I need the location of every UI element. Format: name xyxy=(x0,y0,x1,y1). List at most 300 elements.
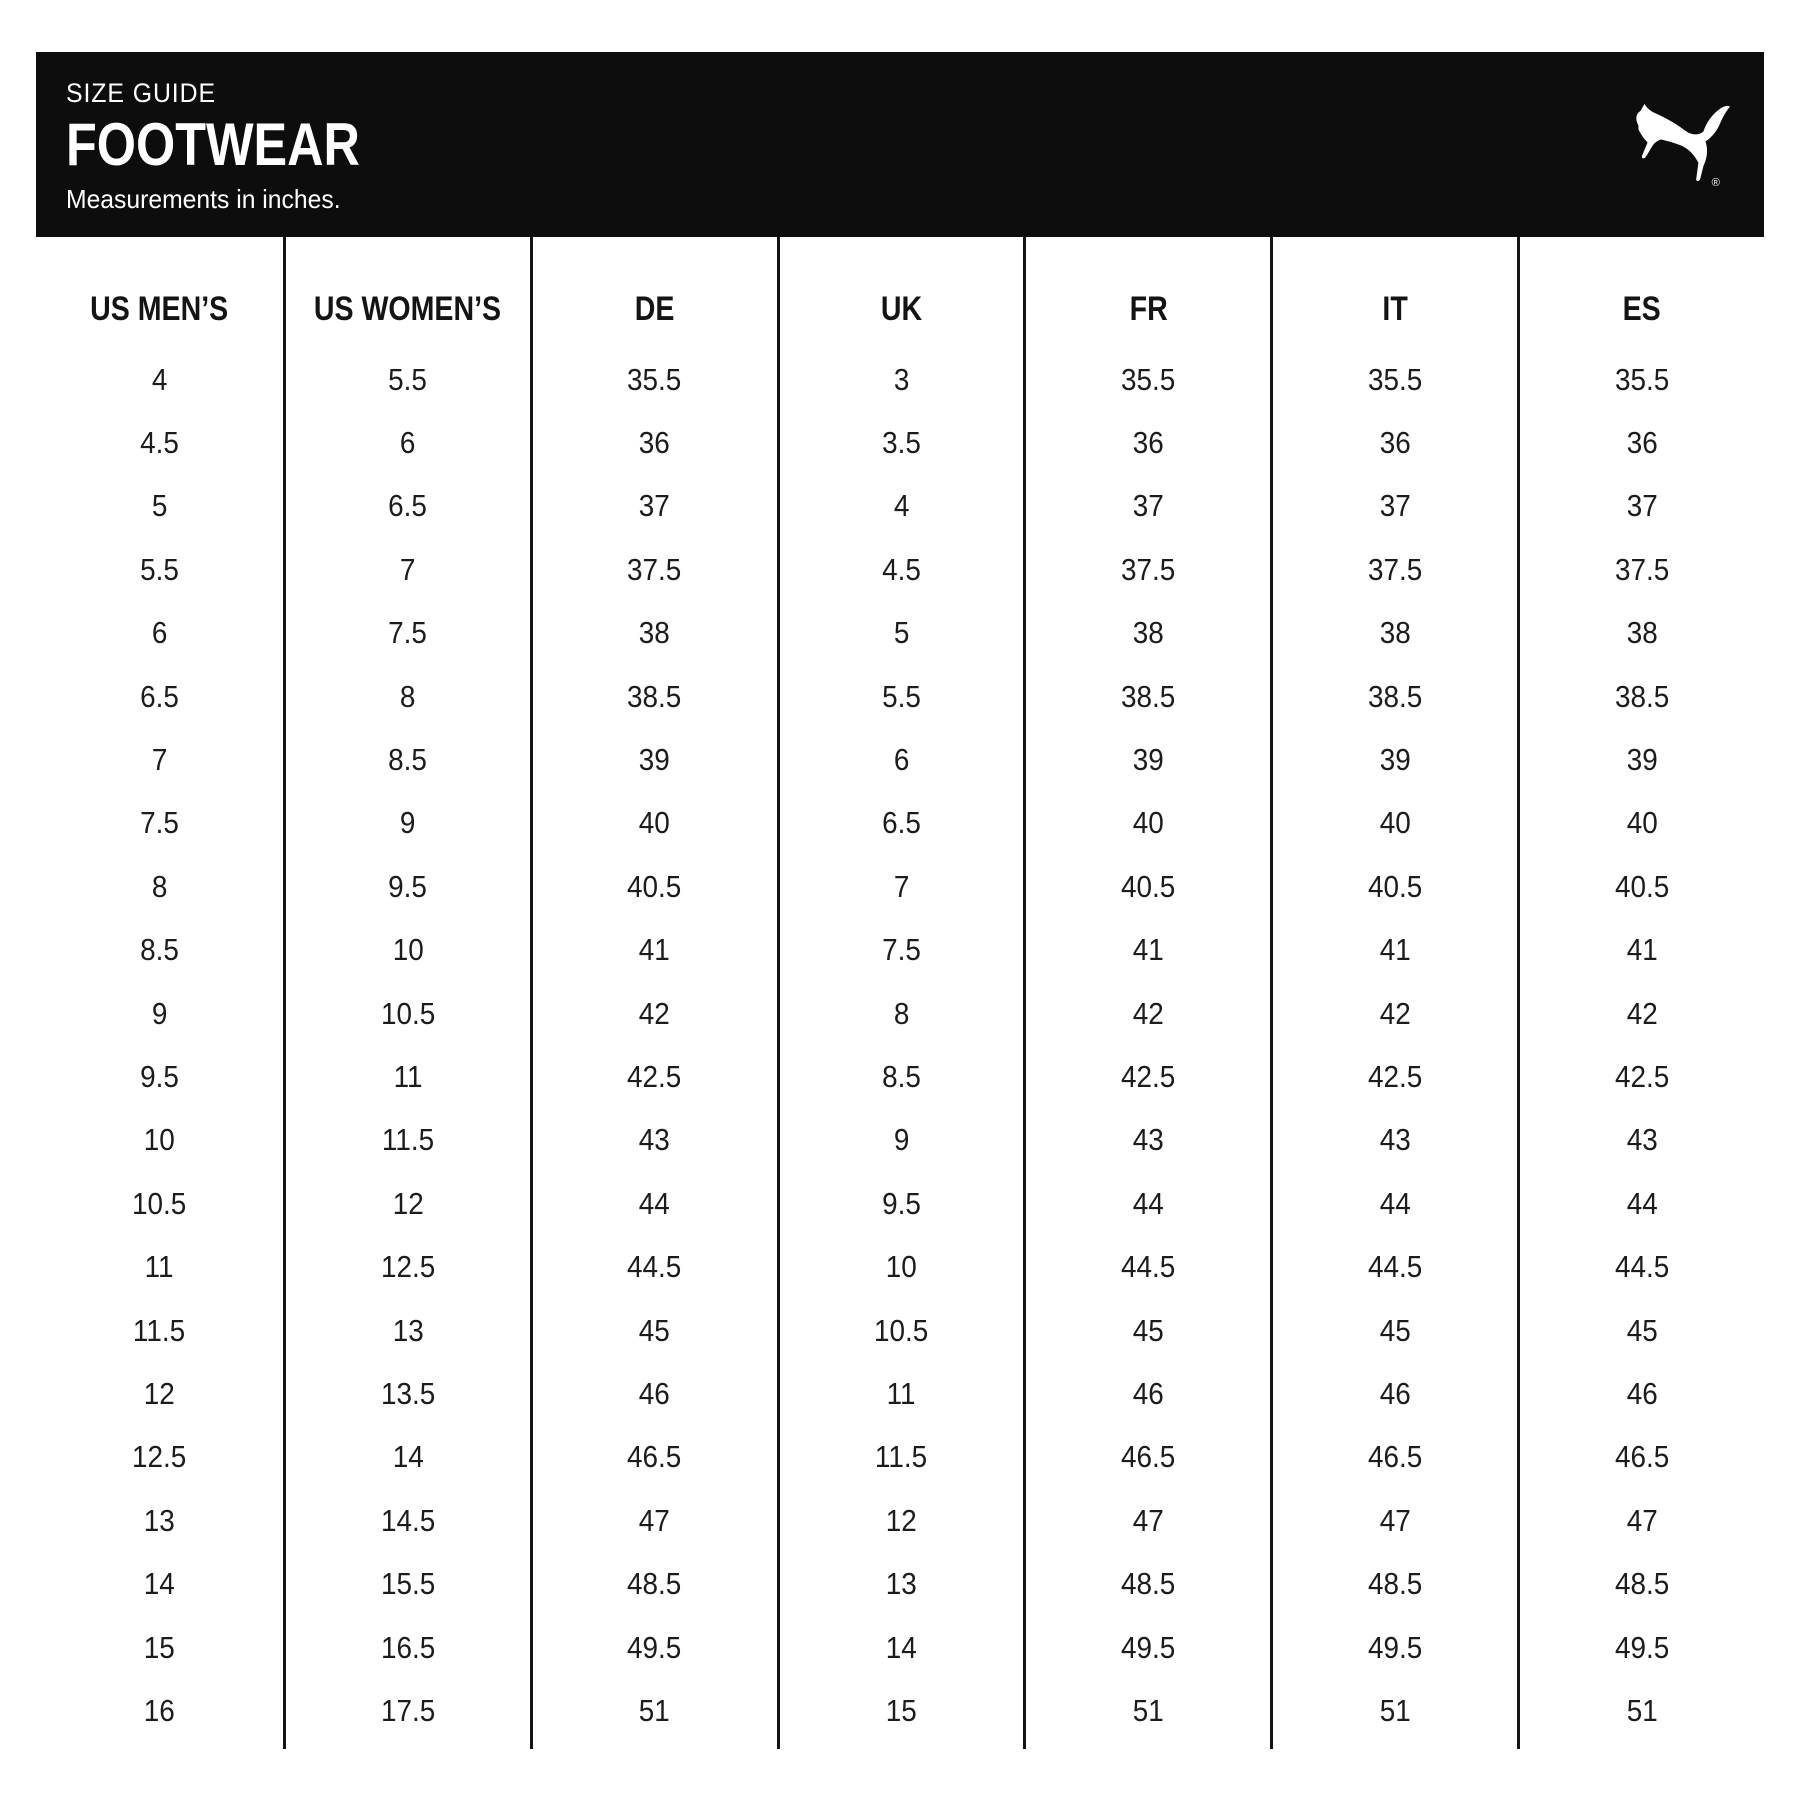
size-value: 11.5 xyxy=(381,1122,434,1158)
size-cell xyxy=(533,1045,777,1108)
size-value: 7.5 xyxy=(882,932,921,968)
size-cell xyxy=(36,411,283,474)
size-cell xyxy=(533,792,777,855)
size-value: 5 xyxy=(151,488,168,524)
size-cell xyxy=(1273,1172,1517,1235)
size-value: 11 xyxy=(144,1249,174,1285)
size-cell xyxy=(36,1235,283,1298)
size-cell xyxy=(780,1045,1024,1108)
size-cell xyxy=(1026,1616,1270,1679)
size-cell xyxy=(533,665,777,728)
size-value: 45 xyxy=(639,1312,671,1348)
size-value: 41 xyxy=(639,932,671,968)
size-value: 6.5 xyxy=(388,488,428,524)
column-header-label: DE xyxy=(634,290,675,328)
size-value: 14 xyxy=(885,1629,918,1665)
size-value: 36 xyxy=(1132,425,1164,461)
size-cell xyxy=(1273,1362,1517,1425)
size-cell xyxy=(36,1426,283,1489)
size-value: 39 xyxy=(1132,742,1164,778)
size-cell xyxy=(780,855,1024,918)
size-cell xyxy=(780,728,1024,791)
size-value: 44 xyxy=(1132,1185,1164,1221)
size-cell xyxy=(1273,1426,1517,1489)
size-value: 15 xyxy=(885,1692,918,1728)
size-value: 44 xyxy=(639,1185,671,1221)
size-value: 11.5 xyxy=(875,1439,928,1475)
size-cell xyxy=(286,1235,530,1298)
size-value: 5.5 xyxy=(140,551,179,587)
size-cell xyxy=(780,1299,1024,1362)
size-cell xyxy=(1026,665,1270,728)
size-value: 3 xyxy=(893,361,910,397)
size-value: 44 xyxy=(1626,1185,1658,1221)
size-cell xyxy=(1026,1299,1270,1362)
column-it xyxy=(1270,237,1517,1749)
size-cell xyxy=(1520,1235,1764,1298)
size-value: 6 xyxy=(893,742,910,778)
size-cell xyxy=(533,919,777,982)
size-cell xyxy=(286,1109,530,1172)
size-value: 41 xyxy=(1626,932,1658,968)
size-cell xyxy=(1520,665,1764,728)
size-cell xyxy=(36,919,283,982)
size-cell xyxy=(533,1299,777,1362)
size-cell xyxy=(1026,348,1270,411)
size-value: 37 xyxy=(1132,488,1164,524)
size-value: 44 xyxy=(1379,1185,1411,1221)
size-value: 10 xyxy=(143,1122,175,1158)
size-cell xyxy=(1273,1045,1517,1108)
size-cell xyxy=(780,602,1024,665)
size-cell xyxy=(1026,855,1270,918)
size-value: 8.5 xyxy=(388,742,428,778)
size-cell xyxy=(533,1172,777,1235)
size-value: 49.5 xyxy=(1368,1629,1423,1665)
size-value: 40.5 xyxy=(627,868,682,904)
size-value: 35.5 xyxy=(627,361,682,397)
size-value: 5.5 xyxy=(882,678,921,714)
size-cell xyxy=(36,348,283,411)
size-cell xyxy=(1520,1616,1764,1679)
size-value: 42.5 xyxy=(1614,1058,1670,1094)
size-cell xyxy=(286,792,530,855)
registered-trademark-icon: ® xyxy=(1711,177,1720,190)
size-value: 8 xyxy=(151,868,168,904)
size-value: 38.5 xyxy=(1614,678,1670,714)
size-value: 46.5 xyxy=(1614,1439,1670,1475)
size-value: 4 xyxy=(893,488,910,524)
size-cell xyxy=(780,919,1024,982)
size-cell xyxy=(533,1362,777,1425)
size-cell xyxy=(286,665,530,728)
size-cell xyxy=(533,348,777,411)
size-cell xyxy=(1026,538,1270,601)
column-header xyxy=(1273,237,1517,348)
size-value: 8.5 xyxy=(882,1058,921,1094)
size-table xyxy=(36,237,1764,1749)
size-value: 14 xyxy=(392,1439,424,1475)
size-value: 37.5 xyxy=(1368,551,1423,587)
size-value: 38.5 xyxy=(1121,678,1176,714)
size-value: 47 xyxy=(1379,1502,1411,1538)
size-value: 16 xyxy=(143,1692,175,1728)
size-value: 8.5 xyxy=(140,932,179,968)
size-cell xyxy=(286,411,530,474)
size-value: 9.5 xyxy=(140,1058,179,1094)
size-cell xyxy=(1026,728,1270,791)
size-value: 42.5 xyxy=(1121,1058,1176,1094)
size-value: 5 xyxy=(893,615,910,651)
size-cell xyxy=(1520,538,1764,601)
size-cell xyxy=(1520,348,1764,411)
size-value: 37 xyxy=(1379,488,1411,524)
size-cell xyxy=(1026,1045,1270,1108)
size-value: 44.5 xyxy=(1368,1249,1423,1285)
size-value: 49.5 xyxy=(1121,1629,1176,1665)
size-value: 4.5 xyxy=(882,551,921,587)
size-value: 9 xyxy=(400,805,416,841)
size-cell xyxy=(286,1426,530,1489)
size-value: 6.5 xyxy=(140,678,179,714)
size-value: 8 xyxy=(893,995,910,1031)
size-cell xyxy=(36,602,283,665)
column-header-label: IT xyxy=(1382,290,1408,328)
size-value: 12.5 xyxy=(380,1249,435,1285)
size-value: 7 xyxy=(151,742,168,778)
size-cell xyxy=(780,475,1024,538)
column-header xyxy=(780,237,1024,348)
size-cell xyxy=(1273,982,1517,1045)
size-cell xyxy=(1273,1616,1517,1679)
column-header-label: US WOMEN’S xyxy=(314,290,502,328)
size-cell xyxy=(1520,1299,1764,1362)
size-value: 13.5 xyxy=(380,1375,435,1411)
size-cell xyxy=(1026,475,1270,538)
size-cell xyxy=(1520,475,1764,538)
size-cell xyxy=(780,1489,1024,1552)
size-cell xyxy=(533,1552,777,1615)
size-cell xyxy=(1026,919,1270,982)
size-cell xyxy=(533,1235,777,1298)
size-cell xyxy=(36,1109,283,1172)
column-header xyxy=(286,237,530,348)
size-cell xyxy=(1026,982,1270,1045)
size-value: 40.5 xyxy=(1121,868,1176,904)
size-value: 36 xyxy=(1626,425,1658,461)
size-cell xyxy=(1026,1489,1270,1552)
size-value: 41 xyxy=(1132,932,1164,968)
size-cell xyxy=(780,538,1024,601)
size-cell xyxy=(1520,602,1764,665)
size-value: 49.5 xyxy=(627,1629,682,1665)
size-cell xyxy=(1026,411,1270,474)
size-cell xyxy=(533,1489,777,1552)
size-cell xyxy=(780,1552,1024,1615)
size-cell xyxy=(286,1045,530,1108)
size-cell xyxy=(1026,1362,1270,1425)
size-cell xyxy=(1520,1172,1764,1235)
size-cell xyxy=(1026,602,1270,665)
size-value: 7.5 xyxy=(140,805,179,841)
size-value: 35.5 xyxy=(1368,361,1423,397)
size-cell xyxy=(780,1109,1024,1172)
size-cell xyxy=(780,1426,1024,1489)
size-cell xyxy=(286,728,530,791)
size-cell xyxy=(780,1679,1024,1742)
size-value: 37.5 xyxy=(627,551,682,587)
size-value: 45 xyxy=(1132,1312,1164,1348)
size-cell xyxy=(1273,475,1517,538)
size-cell xyxy=(286,475,530,538)
size-cell xyxy=(1520,1109,1764,1172)
size-cell xyxy=(286,348,530,411)
size-value: 42.5 xyxy=(627,1058,682,1094)
size-cell xyxy=(1273,1109,1517,1172)
size-cell xyxy=(1026,1426,1270,1489)
size-value: 42 xyxy=(1379,995,1411,1031)
size-cell xyxy=(533,728,777,791)
size-cell xyxy=(533,982,777,1045)
size-cell xyxy=(1520,1045,1764,1108)
size-value: 38.5 xyxy=(627,678,682,714)
size-cell xyxy=(1273,919,1517,982)
size-value: 37.5 xyxy=(1614,551,1670,587)
size-cell xyxy=(533,855,777,918)
size-cell xyxy=(286,1679,530,1742)
size-value: 46 xyxy=(1379,1375,1411,1411)
size-value: 5.5 xyxy=(388,361,428,397)
size-cell xyxy=(1520,792,1764,855)
size-value: 41 xyxy=(1379,932,1411,968)
size-value: 51 xyxy=(1626,1692,1658,1728)
column-fr xyxy=(1023,237,1270,1749)
size-cell xyxy=(36,475,283,538)
size-guide-label: SIZE GUIDE xyxy=(66,78,216,108)
size-cell xyxy=(1520,855,1764,918)
size-cell xyxy=(1520,1426,1764,1489)
size-value: 39 xyxy=(639,742,671,778)
size-cell xyxy=(1520,1679,1764,1742)
size-cell xyxy=(286,855,530,918)
size-cell xyxy=(1026,792,1270,855)
size-cell xyxy=(1273,792,1517,855)
size-cell xyxy=(1273,1679,1517,1742)
column-header xyxy=(36,237,283,348)
size-cell xyxy=(36,1045,283,1108)
size-cell xyxy=(286,1489,530,1552)
size-cell xyxy=(1520,919,1764,982)
size-value: 7 xyxy=(893,868,910,904)
size-cell xyxy=(286,1299,530,1362)
size-value: 7.5 xyxy=(388,615,428,651)
size-cell xyxy=(533,1616,777,1679)
size-cell xyxy=(780,982,1024,1045)
measurement-note: Measurements in inches. xyxy=(66,184,341,215)
size-value: 36 xyxy=(639,425,671,461)
column-header-label: ES xyxy=(1623,290,1662,328)
puma-cat-logo xyxy=(1614,86,1736,198)
size-cell xyxy=(1273,665,1517,728)
size-value: 38 xyxy=(1379,615,1411,651)
size-cell xyxy=(1520,1362,1764,1425)
size-value: 46.5 xyxy=(1121,1439,1176,1475)
size-value: 42 xyxy=(1626,995,1658,1031)
size-cell xyxy=(36,665,283,728)
size-cell xyxy=(780,411,1024,474)
size-cell xyxy=(1520,982,1764,1045)
size-value: 39 xyxy=(1626,742,1658,778)
size-cell xyxy=(533,1679,777,1742)
size-value: 13 xyxy=(885,1566,918,1602)
size-value: 10.5 xyxy=(132,1185,187,1221)
size-value: 4 xyxy=(151,361,168,397)
size-value: 48.5 xyxy=(1614,1566,1670,1602)
size-cell xyxy=(1273,728,1517,791)
size-cell xyxy=(1520,1489,1764,1552)
size-value: 38 xyxy=(1132,615,1164,651)
size-cell xyxy=(533,1426,777,1489)
size-cell xyxy=(1273,538,1517,601)
size-value: 38.5 xyxy=(1368,678,1423,714)
size-value: 11.5 xyxy=(133,1312,186,1348)
size-value: 37 xyxy=(1626,488,1658,524)
size-cell xyxy=(1520,411,1764,474)
size-cell xyxy=(36,982,283,1045)
size-cell xyxy=(780,1362,1024,1425)
size-value: 47 xyxy=(639,1502,671,1538)
column-es xyxy=(1517,237,1764,1749)
column-header-label: FR xyxy=(1129,290,1168,328)
size-cell xyxy=(36,538,283,601)
size-value: 35.5 xyxy=(1121,361,1176,397)
size-value: 44.5 xyxy=(1121,1249,1176,1285)
size-value: 4.5 xyxy=(140,425,179,461)
column-de xyxy=(530,237,777,1749)
size-value: 48.5 xyxy=(627,1566,682,1602)
size-value: 48.5 xyxy=(1368,1566,1423,1602)
size-value: 17.5 xyxy=(380,1692,435,1728)
size-value: 16.5 xyxy=(380,1629,435,1665)
size-value: 15.5 xyxy=(380,1566,435,1602)
size-cell xyxy=(36,1489,283,1552)
size-cell xyxy=(36,1299,283,1362)
size-value: 38 xyxy=(639,615,671,651)
size-cell xyxy=(1520,1552,1764,1615)
size-value: 51 xyxy=(639,1692,671,1728)
size-value: 48.5 xyxy=(1121,1566,1176,1602)
header-banner xyxy=(36,52,1764,237)
size-cell xyxy=(1273,855,1517,918)
size-cell xyxy=(1026,1552,1270,1615)
size-value: 37.5 xyxy=(1121,551,1176,587)
size-cell xyxy=(1026,1679,1270,1742)
size-value: 43 xyxy=(1379,1122,1411,1158)
size-value: 13 xyxy=(392,1312,424,1348)
size-value: 40 xyxy=(639,805,671,841)
size-cell xyxy=(1273,602,1517,665)
size-cell xyxy=(780,1616,1024,1679)
size-value: 47 xyxy=(1626,1502,1658,1538)
size-cell xyxy=(780,665,1024,728)
size-cell xyxy=(36,1172,283,1235)
size-value: 39 xyxy=(1379,742,1411,778)
size-value: 12 xyxy=(143,1375,175,1411)
size-value: 46 xyxy=(1626,1375,1658,1411)
size-cell xyxy=(533,602,777,665)
size-cell xyxy=(36,1616,283,1679)
size-value: 44.5 xyxy=(1614,1249,1670,1285)
column-header xyxy=(533,237,777,348)
size-value: 14.5 xyxy=(380,1502,435,1538)
size-cell xyxy=(533,1109,777,1172)
size-cell xyxy=(36,728,283,791)
size-value: 40.5 xyxy=(1614,868,1670,904)
size-value: 6.5 xyxy=(882,805,921,841)
size-cell xyxy=(1273,1299,1517,1362)
size-cell xyxy=(1273,411,1517,474)
page-title: FOOTWEAR xyxy=(66,111,360,179)
size-value: 43 xyxy=(1626,1122,1658,1158)
size-cell xyxy=(36,1679,283,1742)
size-value: 9 xyxy=(151,995,168,1031)
size-value: 46.5 xyxy=(627,1439,682,1475)
size-value: 46 xyxy=(639,1375,671,1411)
size-value: 11 xyxy=(393,1058,423,1094)
size-cell xyxy=(286,919,530,982)
size-value: 10.5 xyxy=(874,1312,929,1348)
size-value: 14 xyxy=(143,1566,175,1602)
size-cell xyxy=(36,1552,283,1615)
size-cell xyxy=(533,538,777,601)
size-value: 44.5 xyxy=(627,1249,682,1285)
size-cell xyxy=(36,1362,283,1425)
size-value: 46.5 xyxy=(1368,1439,1423,1475)
size-value: 12.5 xyxy=(132,1439,187,1475)
size-cell xyxy=(780,792,1024,855)
size-value: 42 xyxy=(1132,995,1164,1031)
size-value: 45 xyxy=(1626,1312,1658,1348)
column-uk xyxy=(777,237,1024,1749)
column-header-label: UK xyxy=(880,290,923,328)
size-value: 51 xyxy=(1132,1692,1164,1728)
size-cell xyxy=(533,475,777,538)
size-cell xyxy=(1273,1552,1517,1615)
size-cell xyxy=(1026,1172,1270,1235)
size-value: 43 xyxy=(1132,1122,1164,1158)
size-cell xyxy=(1520,728,1764,791)
size-value: 8 xyxy=(400,678,416,714)
size-cell xyxy=(533,411,777,474)
size-cell xyxy=(286,1616,530,1679)
size-value: 45 xyxy=(1379,1312,1411,1348)
size-value: 15 xyxy=(143,1629,175,1665)
size-cell xyxy=(780,1172,1024,1235)
size-value: 9 xyxy=(893,1122,910,1158)
size-cell xyxy=(286,1172,530,1235)
size-cell xyxy=(1026,1235,1270,1298)
column-header xyxy=(1026,237,1270,348)
size-value: 40 xyxy=(1379,805,1411,841)
size-value: 9.5 xyxy=(388,868,428,904)
size-cell xyxy=(1026,1109,1270,1172)
size-cell xyxy=(780,1235,1024,1298)
size-value: 6 xyxy=(400,425,416,461)
size-value: 40 xyxy=(1626,805,1658,841)
size-value: 11 xyxy=(887,1375,916,1411)
size-value: 3.5 xyxy=(882,425,921,461)
size-value: 9.5 xyxy=(882,1185,921,1221)
